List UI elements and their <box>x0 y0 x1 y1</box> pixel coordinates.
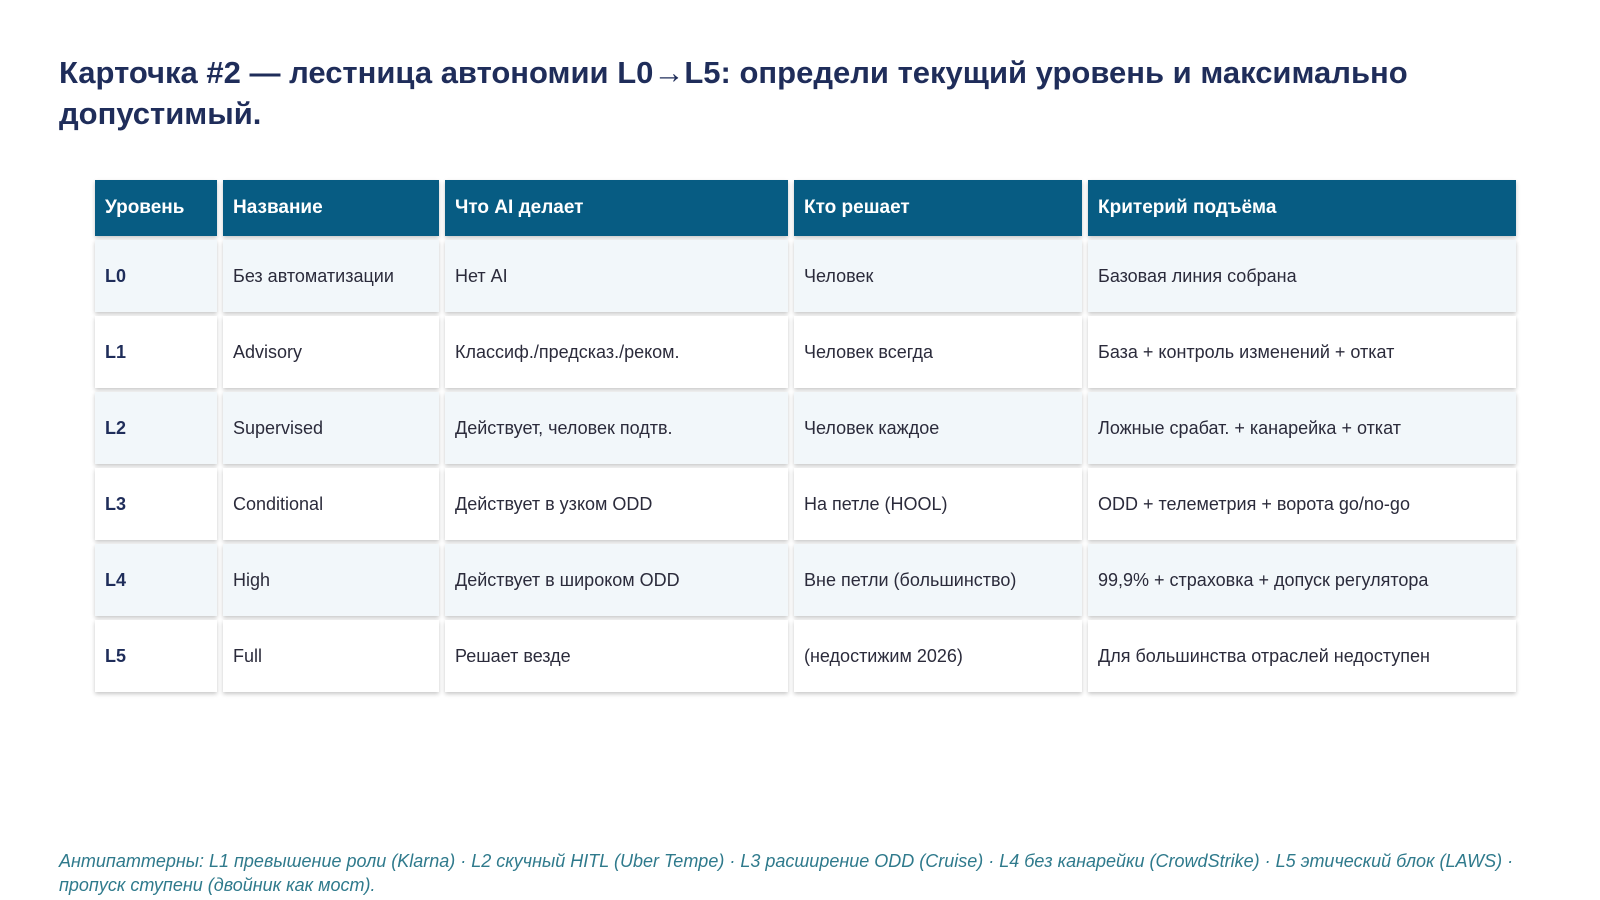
row-l0-ai-does: Нет AI <box>445 240 788 312</box>
row-l0-who-decides: Человек <box>794 240 1082 312</box>
row-l1-level: L1 <box>95 316 217 388</box>
row-l1-criterion: База + контроль изменений + откат <box>1088 316 1516 388</box>
header-who-decides: Кто решает <box>794 180 1082 236</box>
header-ai-does: Что AI делает <box>445 180 788 236</box>
row-l1-name: Advisory <box>223 316 439 388</box>
header-name: Название <box>223 180 439 236</box>
row-l4-criterion: 99,9% + страховка + допуск регулятора <box>1088 544 1516 616</box>
header-promotion-criterion: Критерий подъёма <box>1088 180 1516 236</box>
row-l3-criterion: ODD + телеметрия + ворота go/no-go <box>1088 468 1516 540</box>
row-l3-level: L3 <box>95 468 217 540</box>
header-level: Уровень <box>95 180 217 236</box>
row-l4-who-decides: Вне петли (большинство) <box>794 544 1082 616</box>
row-l4-level: L4 <box>95 544 217 616</box>
row-l0-criterion: Базовая линия собрана <box>1088 240 1516 312</box>
row-l2-level: L2 <box>95 392 217 464</box>
row-l2-criterion: Ложные срабат. + канарейка + откат <box>1088 392 1516 464</box>
row-l5-name: Full <box>223 620 439 692</box>
row-l3-who-decides: На петле (HOOL) <box>794 468 1082 540</box>
row-l1-ai-does: Классиф./предсказ./реком. <box>445 316 788 388</box>
row-l1-who-decides: Человек всегда <box>794 316 1082 388</box>
page-title: Карточка #2 — лестница автономии L0→L5: определи текущий уровень и максимально допустимый. <box>59 55 1408 131</box>
antipatterns-footnote: Антипаттерны: L1 превышение роли (Klarna) · L2 скучный HITL (Uber Tempe) · L3 расширение ODD (Cruise) · L4 без канарейки (CrowdStrike) · L5 этический блок (LAWS) · пропуск ступени (двойник как мост). <box>59 851 1514 895</box>
autonomy-ladder-table <box>95 180 1505 692</box>
row-l3-name: Conditional <box>223 468 439 540</box>
row-l4-name: High <box>223 544 439 616</box>
row-l5-ai-does: Решает везде <box>445 620 788 692</box>
row-l3-ai-does: Действует в узком ODD <box>445 468 788 540</box>
row-l0-level: L0 <box>95 240 217 312</box>
row-l2-ai-does: Действует, человек подтв. <box>445 392 788 464</box>
row-l5-criterion: Для большинства отраслей недоступен <box>1088 620 1516 692</box>
row-l2-name: Supervised <box>223 392 439 464</box>
row-l2-who-decides: Человек каждое <box>794 392 1082 464</box>
row-l4-ai-does: Действует в широком ODD <box>445 544 788 616</box>
row-l0-name: Без автоматизации <box>223 240 439 312</box>
row-l5-who-decides: (недостижим 2026) <box>794 620 1082 692</box>
row-l5-level: L5 <box>95 620 217 692</box>
